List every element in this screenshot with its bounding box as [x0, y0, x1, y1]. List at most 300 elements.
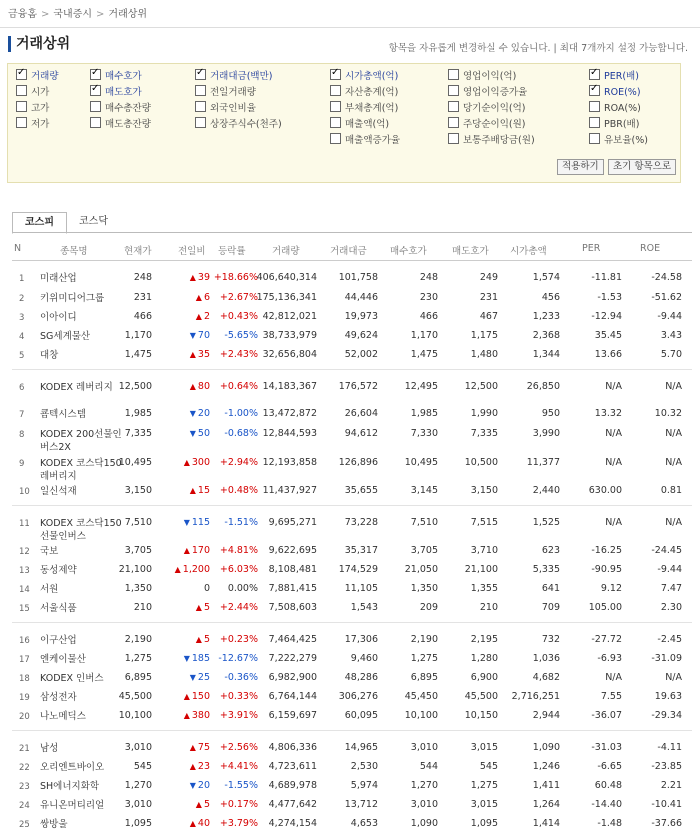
breadcrumb-current: 거래상위 — [108, 9, 148, 20]
price-change-value: 15 — [197, 485, 210, 496]
price-change — [184, 653, 210, 664]
stock-name-link[interactable]: 엔케이물산 — [40, 654, 86, 665]
triangle-up-icon: ▲ — [195, 312, 202, 321]
current-price: 466 — [133, 311, 152, 322]
checkbox-icon[interactable] — [589, 85, 600, 96]
trade-volume: 42,812,021 — [262, 311, 317, 322]
filter-option[interactable] — [195, 101, 256, 115]
filter-option-label: PBR(배) — [604, 119, 640, 130]
filter-option[interactable] — [448, 69, 516, 83]
per-value: 9.12 — [600, 583, 622, 594]
price-change — [184, 545, 210, 556]
triangle-up-icon: ▲ — [189, 819, 196, 828]
filter-option[interactable] — [589, 85, 641, 99]
market-cap: 11,377 — [526, 457, 560, 468]
ask-price: 1,480 — [470, 349, 498, 360]
roe-value: 5.70 — [660, 349, 682, 360]
trade-amount: 35,655 — [344, 485, 378, 496]
bid-price: 3,705 — [410, 545, 438, 556]
current-price: 45,500 — [118, 691, 152, 702]
stock-name-link[interactable]: 남성 — [40, 743, 59, 754]
checkbox-icon[interactable] — [16, 85, 27, 96]
trade-amount: 49,624 — [344, 330, 378, 341]
trade-volume: 7,464,425 — [268, 634, 317, 645]
market-cap: 1,264 — [532, 799, 560, 810]
column-header: 거래대금 — [330, 246, 367, 257]
trade-volume: 12,844,593 — [262, 428, 317, 439]
market-cap: 641 — [541, 583, 560, 594]
filter-option[interactable] — [330, 101, 398, 115]
stock-name-link[interactable]: KODEX 코스닥150선물인버스 — [40, 518, 122, 542]
change-rate: +6.03% — [219, 564, 258, 575]
roe-value: -4.11 — [657, 742, 682, 753]
triangle-up-icon: ▲ — [189, 762, 196, 771]
ask-price: 210 — [479, 602, 498, 613]
ask-price: 7,335 — [470, 428, 498, 439]
trade-amount: 73,228 — [344, 517, 378, 528]
change-rate: +4.41% — [219, 761, 258, 772]
per-value: -36.07 — [591, 710, 622, 721]
bid-price: 3,010 — [410, 799, 438, 810]
price-change-value: 23 — [197, 761, 210, 772]
price-change-value: 2 — [203, 311, 210, 322]
change-rate: 0.00% — [227, 583, 258, 594]
triangle-up-icon: ▲ — [183, 458, 190, 467]
per-value: -12.94 — [591, 311, 622, 322]
table-row — [0, 307, 700, 327]
column-header: 등락률 — [218, 246, 246, 257]
filter-option-label: 매출액증가율 — [345, 135, 401, 146]
ask-price: 3,015 — [470, 742, 498, 753]
stock-name-link[interactable]: 삼성전자 — [40, 692, 77, 703]
checkbox-icon[interactable] — [448, 133, 459, 144]
change-rate: +0.64% — [219, 381, 258, 392]
ask-price: 3,150 — [470, 485, 498, 496]
filter-option[interactable] — [330, 133, 400, 147]
tab-kospi[interactable]: 코스피 — [12, 212, 67, 234]
checkbox-icon[interactable] — [195, 69, 206, 80]
filter-option-label: 외국인비율 — [210, 103, 256, 114]
bid-price: 209 — [419, 602, 438, 613]
filter-option[interactable] — [90, 85, 142, 99]
filter-option[interactable] — [330, 69, 398, 83]
trade-volume: 13,472,872 — [262, 408, 317, 419]
trade-amount: 13,712 — [344, 799, 378, 810]
filter-option[interactable] — [90, 117, 151, 131]
price-change-value: 185 — [191, 653, 210, 664]
stock-name-link[interactable]: 서원 — [40, 584, 59, 595]
checkbox-icon[interactable] — [16, 117, 27, 128]
per-value: -11.81 — [591, 272, 622, 283]
checkbox-icon[interactable] — [330, 101, 341, 112]
trade-amount: 101,758 — [338, 272, 378, 283]
stock-name-link[interactable]: KODEX 레버리지 — [40, 382, 113, 393]
tab-kosdaq[interactable]: 코스닥 — [79, 216, 108, 227]
stock-name-link[interactable]: SH에너지화학 — [40, 781, 100, 792]
triangle-up-icon: ▲ — [189, 382, 196, 391]
bid-price: 1,270 — [410, 780, 438, 791]
price-change-value: 75 — [197, 742, 210, 753]
trade-volume: 32,656,804 — [262, 349, 317, 360]
per-value: -31.03 — [591, 742, 622, 753]
filter-option-label: 거래대금(백만) — [210, 71, 273, 82]
row-number: 13 — [19, 566, 30, 576]
per-value: N/A — [605, 428, 622, 439]
market-cap: 5,335 — [532, 564, 560, 575]
filter-option[interactable] — [589, 133, 648, 147]
triangle-up-icon: ▲ — [195, 293, 202, 302]
trade-amount: 14,965 — [344, 742, 378, 753]
ask-price: 1,095 — [470, 818, 498, 829]
filter-option-label: 당기순이익(억) — [463, 103, 526, 114]
checkbox-icon[interactable] — [448, 85, 459, 96]
stock-name-link[interactable]: 나노메딕스 — [40, 711, 86, 722]
column-header: 매도호가 — [452, 246, 489, 257]
table-row — [0, 598, 700, 618]
filter-option-label: 매도총잔량 — [105, 119, 151, 130]
checkbox-icon[interactable] — [589, 133, 600, 144]
checkbox-icon[interactable] — [448, 117, 459, 128]
price-change-value: 150 — [191, 691, 210, 702]
filter-option[interactable] — [448, 133, 535, 147]
triangle-up-icon: ▲ — [189, 486, 196, 495]
per-value: -6.93 — [597, 653, 622, 664]
roe-value: -10.41 — [651, 799, 682, 810]
triangle-down-icon: ▼ — [189, 429, 196, 438]
stock-name-link[interactable]: 국보 — [40, 546, 59, 557]
checkbox-icon[interactable] — [589, 69, 600, 80]
current-price: 3,010 — [124, 742, 152, 753]
trade-volume: 7,222,279 — [268, 653, 317, 664]
filter-option-label: 부채총계(억) — [345, 103, 399, 114]
table-row — [0, 630, 700, 650]
price-change-value: 300 — [191, 457, 210, 468]
checkbox-icon[interactable] — [330, 117, 341, 128]
price-change — [196, 311, 210, 322]
trade-volume: 6,982,900 — [268, 672, 317, 683]
table-row — [0, 795, 700, 815]
group-divider — [12, 622, 692, 623]
trade-amount: 19,973 — [344, 311, 378, 322]
checkbox-icon[interactable] — [448, 69, 459, 80]
checkbox-icon[interactable] — [90, 85, 101, 96]
stock-name-link[interactable]: 쌍방울 — [40, 819, 68, 830]
table-row — [0, 453, 700, 482]
row-number: 4 — [19, 332, 25, 342]
price-change-value: 35 — [197, 349, 210, 360]
checkbox-icon[interactable] — [16, 101, 27, 112]
trade-amount: 306,276 — [338, 691, 378, 702]
market-cap: 732 — [541, 634, 560, 645]
stock-name-link[interactable]: 오리엔트바이오 — [40, 762, 105, 773]
group-divider — [12, 505, 692, 506]
price-change — [196, 292, 210, 303]
stock-name-link[interactable]: 키위미디어그룹 — [40, 293, 105, 304]
price-change-value: 5 — [203, 634, 210, 645]
per-value: N/A — [605, 381, 622, 392]
bid-price: 45,450 — [404, 691, 438, 702]
trade-volume: 6,764,144 — [268, 691, 317, 702]
change-rate: +2.43% — [219, 349, 258, 360]
price-change — [190, 349, 210, 360]
filter-option[interactable] — [90, 101, 151, 115]
roe-value: 2.21 — [660, 780, 682, 791]
trade-amount: 2,530 — [350, 761, 378, 772]
bid-price: 1,170 — [410, 330, 438, 341]
price-change-value: 20 — [197, 780, 210, 791]
price-change — [196, 799, 210, 810]
current-price: 1,170 — [124, 330, 152, 341]
triangle-up-icon: ▲ — [174, 565, 181, 574]
current-price: 210 — [133, 602, 152, 613]
change-rate: -1.51% — [224, 517, 258, 528]
roe-value: N/A — [665, 672, 682, 683]
checkbox-icon[interactable] — [195, 101, 206, 112]
triangle-down-icon: ▼ — [183, 654, 190, 663]
price-change-value: 6 — [203, 292, 210, 303]
bid-price: 10,495 — [404, 457, 438, 468]
breadcrumb-domestic[interactable]: 국내증시 — [53, 9, 93, 20]
current-price: 545 — [133, 761, 152, 772]
checkbox-icon[interactable] — [90, 101, 101, 112]
checkbox-icon[interactable] — [330, 69, 341, 80]
price-change-value: 115 — [191, 517, 210, 528]
filter-option-label: 유보율(%) — [604, 135, 648, 146]
bid-price: 3,145 — [410, 485, 438, 496]
current-price: 248 — [133, 272, 152, 283]
market-cap: 2,944 — [532, 710, 560, 721]
bid-price: 21,050 — [404, 564, 438, 575]
change-rate: +2.56% — [219, 742, 258, 753]
change-rate: +0.33% — [219, 691, 258, 702]
roe-value: -2.45 — [657, 634, 682, 645]
trade-amount: 4,653 — [350, 818, 378, 829]
apply-button[interactable]: 적용하기 — [557, 159, 604, 175]
stock-name-link[interactable]: 이구산업 — [40, 635, 77, 646]
checkbox-icon[interactable] — [330, 133, 341, 144]
checkbox-icon[interactable] — [589, 117, 600, 128]
bid-price: 1,475 — [410, 349, 438, 360]
ask-price: 21,100 — [464, 564, 498, 575]
roe-value: N/A — [665, 517, 682, 528]
roe-value: -51.62 — [651, 292, 682, 303]
filter-option[interactable] — [16, 69, 59, 83]
trade-amount: 9,460 — [350, 653, 378, 664]
trade-volume: 6,159,697 — [268, 710, 317, 721]
checkbox-icon[interactable] — [589, 101, 600, 112]
bid-price: 2,190 — [410, 634, 438, 645]
current-price: 21,100 — [118, 564, 152, 575]
per-value: 35.45 — [594, 330, 622, 341]
checkbox-icon[interactable] — [195, 85, 206, 96]
current-price: 1,350 — [124, 583, 152, 594]
filter-option-label: 영업이익증가율 — [463, 87, 528, 98]
roe-value: -24.45 — [651, 545, 682, 556]
filter-option[interactable] — [448, 85, 527, 99]
filter-option[interactable] — [195, 117, 282, 131]
stock-name-link[interactable]: 동성제약 — [40, 565, 77, 576]
column-header: 현재가 — [124, 246, 152, 257]
price-change — [190, 742, 210, 753]
trade-volume: 4,274,154 — [268, 818, 317, 829]
price-change — [190, 408, 210, 419]
checkbox-icon[interactable] — [90, 69, 101, 80]
price-change-value: 170 — [191, 545, 210, 556]
column-filter-panel — [7, 63, 681, 183]
filter-option[interactable] — [195, 85, 256, 99]
row-number: 3 — [19, 313, 25, 323]
filter-option[interactable] — [330, 85, 398, 99]
table-row — [0, 326, 700, 346]
trade-volume: 4,806,336 — [268, 742, 317, 753]
filter-option[interactable] — [195, 69, 272, 83]
filter-option[interactable] — [589, 101, 641, 115]
price-change — [190, 330, 210, 341]
ask-price: 3,015 — [470, 799, 498, 810]
trade-volume: 11,437,927 — [262, 485, 317, 496]
column-header: 매수호가 — [390, 246, 427, 257]
price-change — [190, 485, 210, 496]
stock-name-link[interactable]: KODEX 코스닥150 레버리지 — [40, 458, 122, 482]
ask-price: 1,355 — [470, 583, 498, 594]
price-change-value: 1,200 — [182, 564, 210, 575]
chevron-right-icon: > — [40, 9, 50, 20]
column-header: 종목명 — [60, 246, 88, 257]
filter-option-label: 보통주배당금(원) — [463, 135, 535, 146]
filter-option[interactable] — [448, 101, 525, 115]
current-price: 3,150 — [124, 485, 152, 496]
filter-option-label: 전일거래량 — [210, 87, 256, 98]
filter-option-label: 매출액(억) — [345, 119, 390, 130]
price-change — [196, 602, 210, 613]
trade-amount: 60,095 — [344, 710, 378, 721]
current-price: 1,095 — [124, 818, 152, 829]
change-rate: -12.67% — [218, 653, 258, 664]
change-rate: -0.36% — [224, 672, 258, 683]
ask-price: 10,500 — [464, 457, 498, 468]
bid-price: 1,350 — [410, 583, 438, 594]
trade-amount: 5,974 — [350, 780, 378, 791]
change-rate: +3.79% — [219, 818, 258, 829]
filter-option-label: 거래량 — [31, 71, 59, 82]
filter-option[interactable] — [16, 85, 49, 99]
checkbox-icon[interactable] — [195, 117, 206, 128]
bid-price: 1,985 — [410, 408, 438, 419]
stock-name-link[interactable]: 일신석재 — [40, 486, 77, 497]
checkbox-icon[interactable] — [448, 101, 459, 112]
bid-price: 10,100 — [404, 710, 438, 721]
roe-value: N/A — [665, 428, 682, 439]
triangle-up-icon: ▲ — [183, 546, 190, 555]
triangle-down-icon: ▼ — [189, 781, 196, 790]
checkbox-icon[interactable] — [330, 85, 341, 96]
bid-price: 248 — [419, 272, 438, 283]
filter-option-label: 상장주식수(천주) — [210, 119, 282, 130]
current-price: 1,270 — [124, 780, 152, 791]
row-number: 2 — [19, 294, 25, 304]
row-number: 7 — [19, 410, 25, 420]
per-value: -14.40 — [591, 799, 622, 810]
stock-name-link[interactable]: 쿔텍시스템 — [40, 409, 86, 420]
current-price: 1,985 — [124, 408, 152, 419]
triangle-up-icon: ▲ — [195, 635, 202, 644]
trade-amount: 11,105 — [344, 583, 378, 594]
per-value: -1.48 — [597, 818, 622, 829]
current-price: 2,190 — [124, 634, 152, 645]
ask-price: 12,500 — [464, 381, 498, 392]
filter-option[interactable] — [589, 69, 639, 83]
checkbox-icon[interactable] — [16, 69, 27, 80]
trade-amount: 26,604 — [344, 408, 378, 419]
market-cap: 3,990 — [532, 428, 560, 439]
checkbox-icon[interactable] — [90, 117, 101, 128]
trade-amount: 52,002 — [344, 349, 378, 360]
row-number: 15 — [19, 604, 30, 614]
breadcrumb-home[interactable]: 금융홈 — [8, 9, 37, 20]
row-number: 1 — [19, 274, 25, 284]
stock-name-link[interactable]: KODEX 인버스 — [40, 673, 104, 684]
change-rate: +3.91% — [219, 710, 258, 721]
trade-volume: 7,508,603 — [268, 602, 317, 613]
filter-option[interactable] — [330, 117, 389, 131]
trade-volume: 4,723,611 — [268, 761, 317, 772]
column-header: 거래량 — [272, 246, 300, 257]
change-rate: +0.43% — [219, 311, 258, 322]
filter-option[interactable] — [90, 69, 142, 83]
price-change — [184, 691, 210, 702]
price-change-value: 20 — [197, 408, 210, 419]
filter-option-label: PER(배) — [604, 71, 639, 82]
market-cap: 2,716,251 — [511, 691, 560, 702]
stock-name-link[interactable]: 미래산업 — [40, 273, 77, 284]
trade-amount: 174,529 — [338, 564, 378, 575]
bid-price: 12,495 — [404, 381, 438, 392]
change-rate: +2.44% — [219, 602, 258, 613]
table-row — [0, 687, 700, 707]
reset-button[interactable]: 초기 항목으로 — [608, 159, 676, 175]
filter-option[interactable] — [16, 101, 49, 115]
column-header: 전일비 — [178, 246, 206, 257]
trade-volume: 9,622,695 — [268, 545, 317, 556]
filter-option-label: ROA(%) — [604, 103, 641, 114]
price-change — [184, 517, 210, 528]
roe-value: N/A — [665, 381, 682, 392]
ask-price: 249 — [479, 272, 498, 283]
table-row — [0, 424, 700, 453]
price-change — [190, 818, 210, 829]
per-value: -1.53 — [597, 292, 622, 303]
row-number: 5 — [19, 351, 25, 361]
per-value: N/A — [605, 457, 622, 468]
stock-name-link[interactable]: SG세계물산 — [40, 331, 91, 342]
stock-name-link[interactable]: 서울식품 — [40, 603, 77, 614]
roe-value: -37.66 — [651, 818, 682, 829]
stock-name-link[interactable]: 대창 — [40, 350, 59, 361]
stock-name-link[interactable]: KODEX 200선물인버스2X — [40, 429, 122, 453]
ask-price: 1,275 — [470, 780, 498, 791]
filter-option[interactable] — [589, 117, 639, 131]
header-divider-line — [12, 260, 692, 261]
triangle-down-icon: ▼ — [183, 518, 190, 527]
table-row — [0, 738, 700, 758]
ask-price: 1,280 — [470, 653, 498, 664]
filter-option[interactable] — [448, 117, 525, 131]
per-value: -16.25 — [591, 545, 622, 556]
filter-option[interactable] — [16, 117, 49, 131]
stock-name-link[interactable]: 이아이디 — [40, 312, 77, 323]
trade-volume: 38,733,979 — [262, 330, 317, 341]
stock-name-link[interactable]: 유니온머티리얼 — [40, 800, 105, 811]
